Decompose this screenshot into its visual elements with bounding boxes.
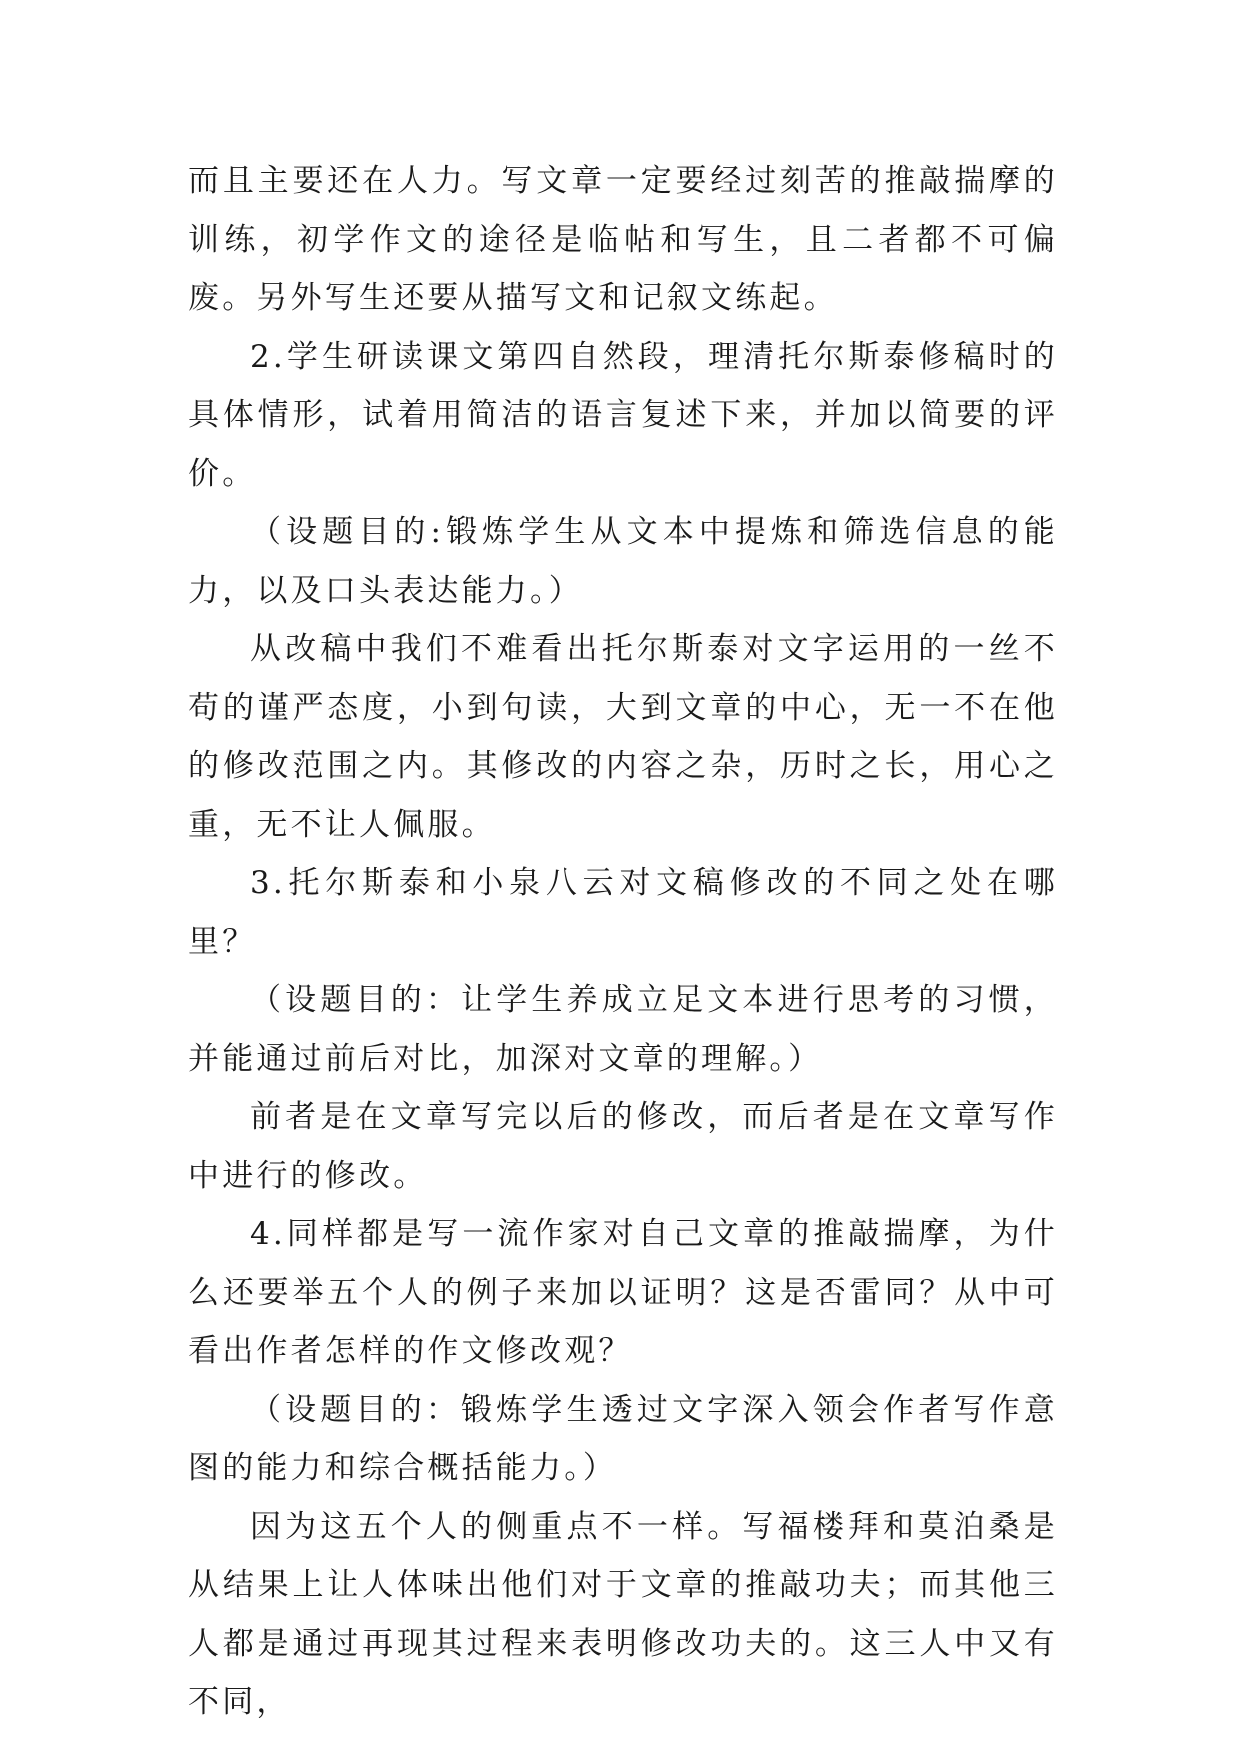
question-4: 4.同样都是写一流作家对自己文章的推敲揣摩，为什么还要举五个人的例子来加以证明？这是否雷同？从中可看出作者怎样的作文修改观？ xyxy=(188,1216,1058,1369)
answer-2: 从改稿中我们不难看出托尔斯泰对文字运用的一丝不苟的谨严态度，小到句读，大到文章的中心，无一不在他的修改范围之内。其修改的内容之杂，历时之长，用心之重，无不让人佩服。 xyxy=(188,631,1058,843)
answer-3: 前者是在文章写完以后的修改，而后者是在文章写作中进行的修改。 xyxy=(188,1099,1058,1194)
design-purpose-note-3: （设题目的：让学生养成立足文本进行思考的习惯，并能通过前后对比，加深对文章的理解。） xyxy=(188,982,1058,1077)
answer-4: 因为这五个人的侧重点不一样。写福楼拜和莫泊桑是从结果上让人体味出他们对于文章的推敲功夫；而其他三人都是通过再现其过程来表明修改功夫的。这三人中又有不同， xyxy=(188,1508,1058,1720)
document-body xyxy=(188,152,1058,1732)
question-3: 3.托尔斯泰和小泉八云对文稿修改的不同之处在哪里？ xyxy=(188,865,1058,960)
design-purpose-note-2: （设题目的:锻炼学生从文本中提炼和筛选信息的能力，以及口头表达能力。） xyxy=(188,514,1058,609)
paragraph-continuation: 而且主要还在人力。写文章一定要经过刻苦的推敲揣摩的训练，初学作文的途径是临帖和写生，且二者都不可偏废。另外写生还要从描写文和记叙文练起。 xyxy=(188,163,1058,316)
question-2: 2.学生研读课文第四自然段，理清托尔斯泰修稿时的具体情形，试着用简洁的语言复述下来，并加以简要的评价。 xyxy=(188,338,1058,492)
design-purpose-note-4: （设题目的：锻炼学生透过文字深入领会作者写作意图的能力和综合概括能力。） xyxy=(188,1391,1058,1486)
